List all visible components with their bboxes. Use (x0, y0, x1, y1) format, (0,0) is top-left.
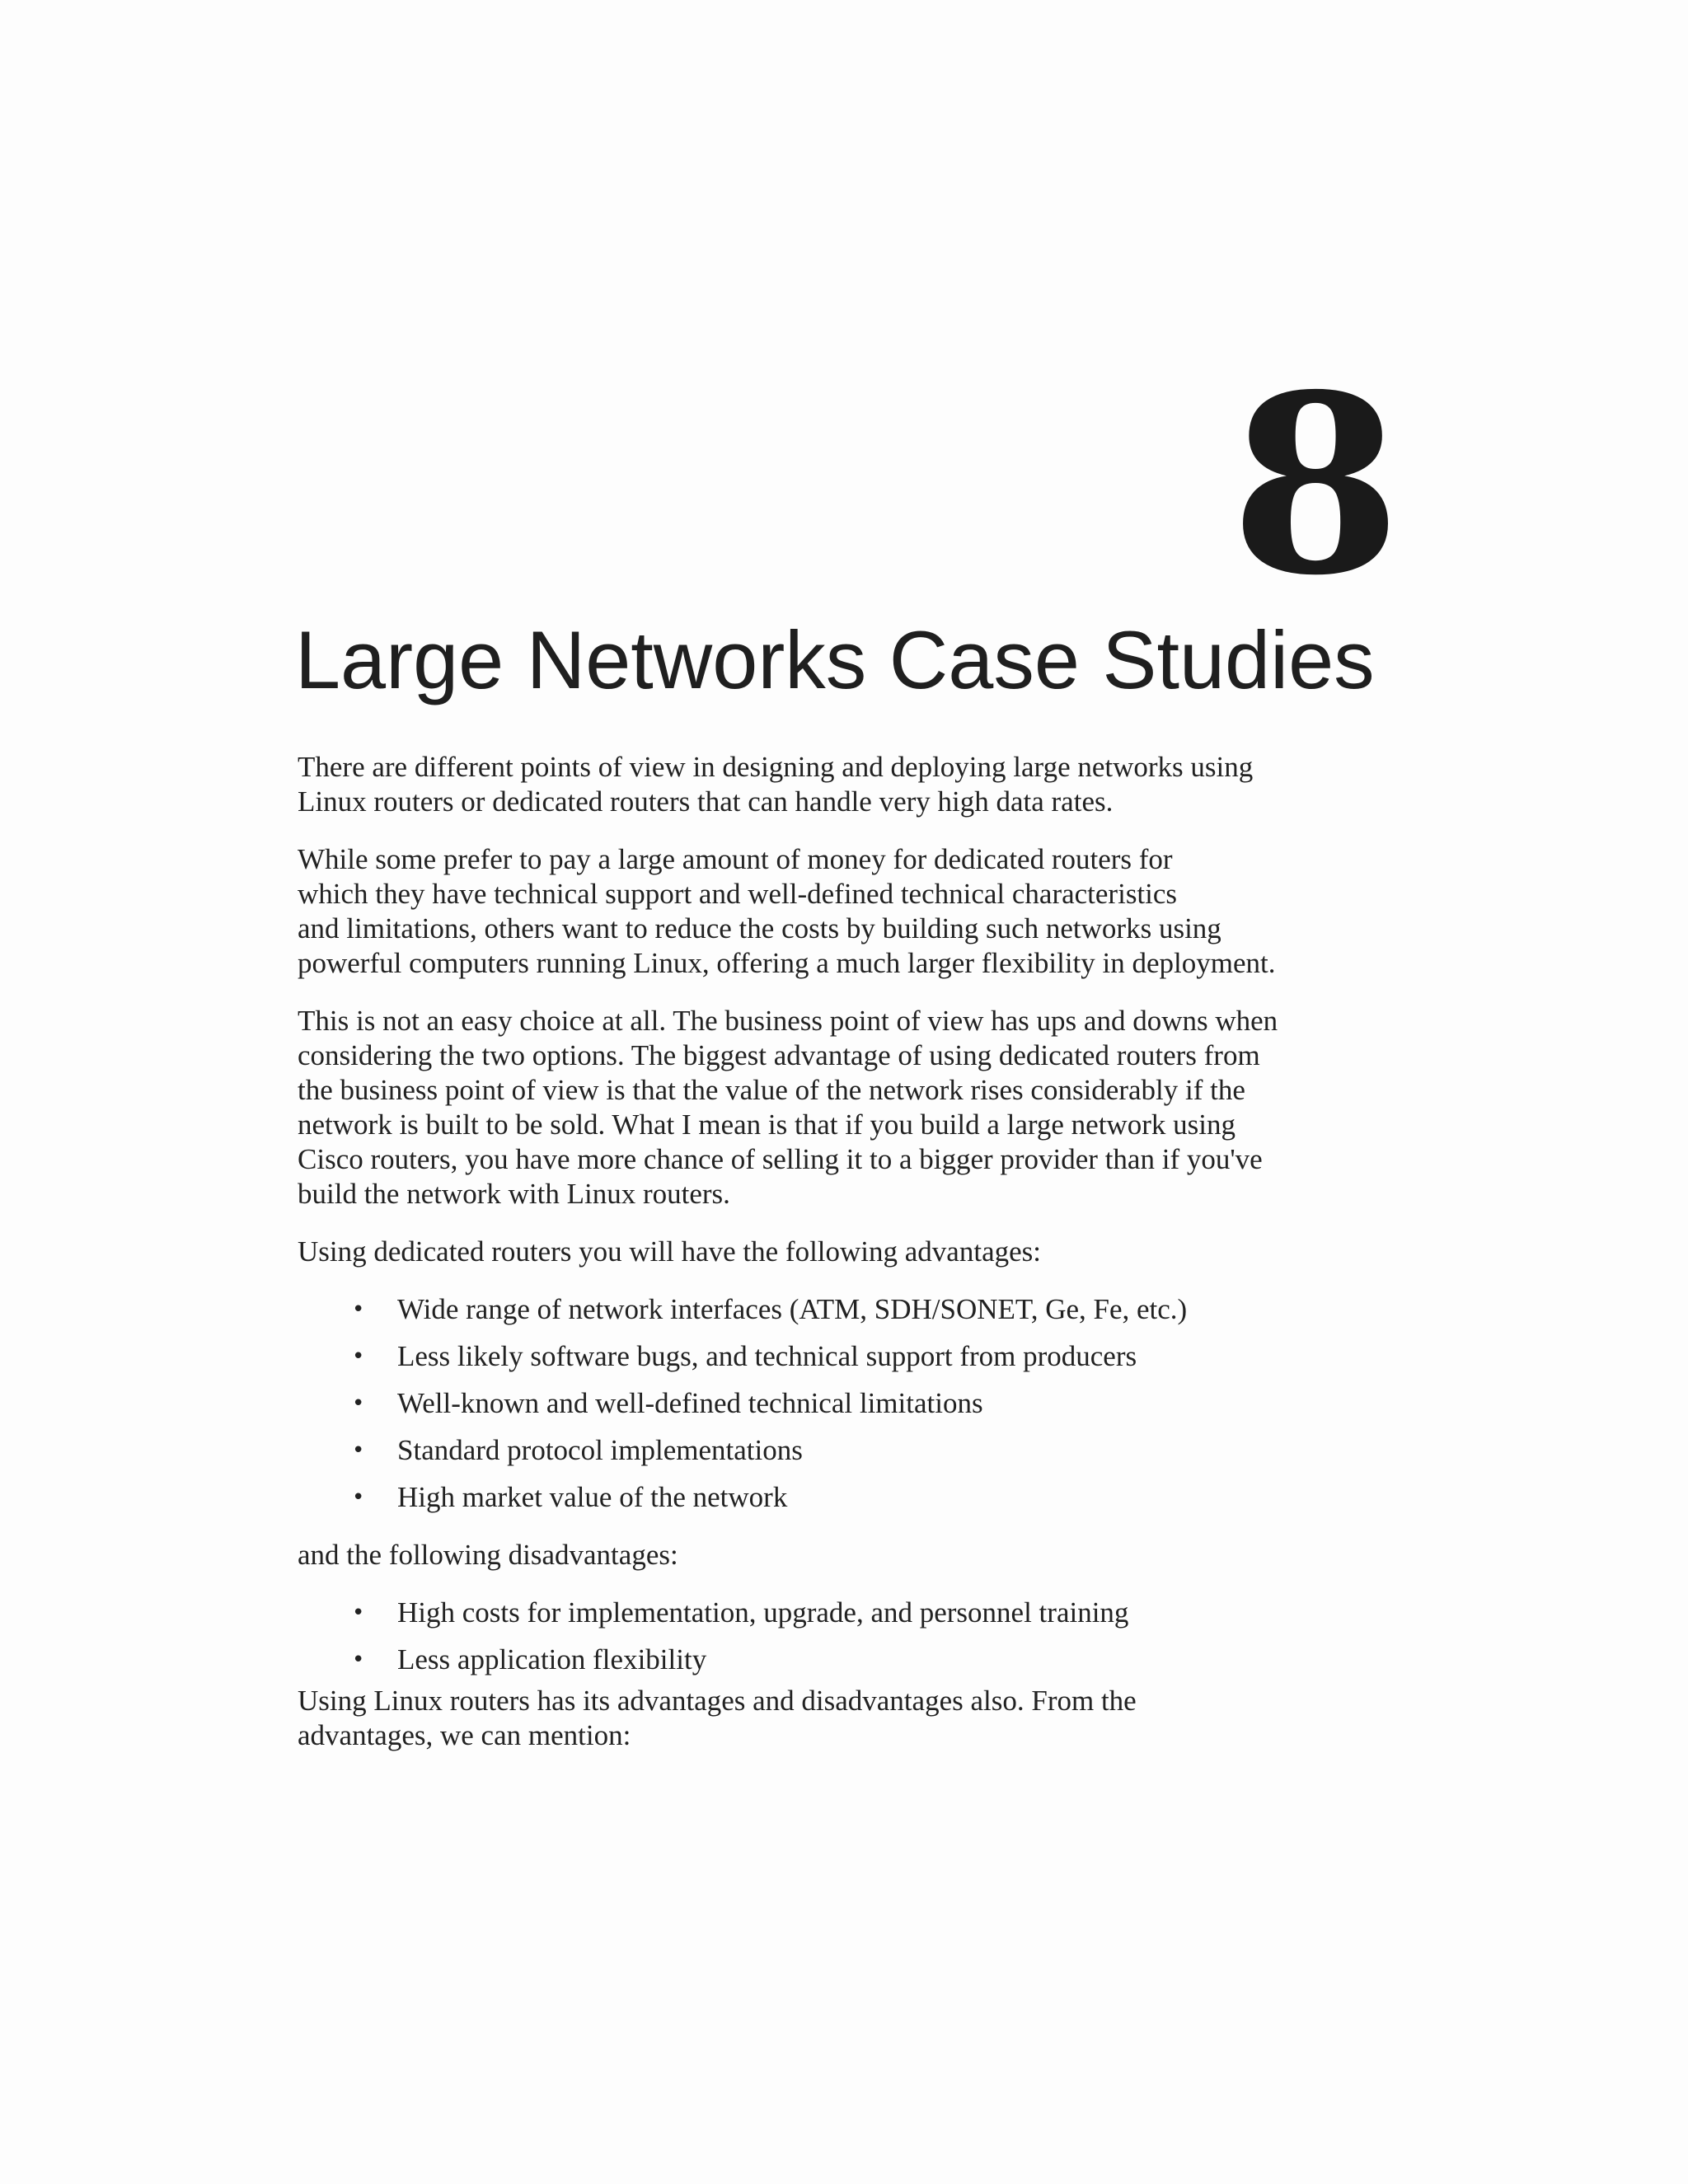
list-item (298, 1292, 1402, 1327)
paragraph-line: and limitations, others want to reduce the costs by building such networks using (298, 912, 1221, 944)
bullet-icon: • (352, 1297, 365, 1322)
list-item-text: Less application flexibility (397, 1643, 707, 1675)
paragraph-line: network is built to be sold. What I mean is that if you build a large network using (298, 1108, 1236, 1141)
paragraph-line: Cisco routers, you have more chance of selling it to a bigger provider than if you've (298, 1143, 1263, 1175)
paragraph-intro (298, 750, 1402, 819)
paragraph-line: the business point of view is that the value of the network rises considerably if the (298, 1074, 1245, 1106)
bullet-icon: • (352, 1344, 365, 1369)
paragraph-line: Using Linux routers has its advantages and disadvantages also. From the (298, 1685, 1137, 1717)
list-item-text: Standard protocol implementations (397, 1434, 803, 1466)
paragraph-advantages-intro (298, 1235, 1402, 1269)
list-item-text: Wide range of network interfaces (ATM, SDH/SONET, Ge, Fe, etc.) (397, 1293, 1188, 1325)
list-item (298, 1433, 1402, 1468)
list-item (298, 1643, 1402, 1677)
list-item (298, 1386, 1402, 1421)
paragraph-line: and the following disadvantages: (298, 1539, 678, 1571)
disadvantages-list (298, 1596, 1402, 1677)
chapter-body (298, 750, 1402, 1776)
chapter-title: Large Networks Case Studies (295, 614, 1375, 705)
bullet-icon: • (352, 1485, 365, 1510)
bullet-icon: • (352, 1647, 365, 1672)
bullet-icon: • (352, 1601, 365, 1625)
advantages-list (298, 1292, 1402, 1515)
paragraph-business-view (298, 1004, 1402, 1212)
paragraph-line: considering the two options. The biggest advantage of using dedicated routers from (298, 1039, 1260, 1071)
list-item-text: High costs for implementation, upgrade, and personnel training (397, 1596, 1129, 1629)
chapter-number: 8 (1230, 341, 1401, 630)
paragraph-line: There are different points of view in designing and deploying large networks using (298, 751, 1254, 783)
bullet-icon: • (352, 1391, 365, 1416)
bullet-icon: • (352, 1438, 365, 1463)
list-item-text: High market value of the network (397, 1481, 788, 1513)
list-item (298, 1480, 1402, 1515)
paragraph-line: build the network with Linux routers. (298, 1178, 730, 1210)
paragraph-disadvantages-intro (298, 1538, 1402, 1572)
paragraph-line: powerful computers running Linux, offering a much larger flexibility in deployment. (298, 947, 1276, 979)
list-item-text: Well-known and well-defined technical limitations (397, 1387, 983, 1419)
paragraph-line: Using dedicated routers you will have the following advantages: (298, 1235, 1041, 1268)
paragraph-line: This is not an easy choice at all. The business point of view has ups and downs when (298, 1005, 1278, 1037)
paragraph-linux-intro (298, 1684, 1402, 1753)
paragraph-line: Linux routers or dedicated routers that can handle very high data rates. (298, 785, 1114, 818)
paragraph-line: advantages, we can mention: (298, 1719, 631, 1751)
list-item (298, 1596, 1402, 1630)
paragraph-line: which they have technical support and well-defined technical characteristics (298, 878, 1178, 910)
list-item-text: Less likely software bugs, and technical support from producers (397, 1340, 1137, 1372)
paragraph-line: While some prefer to pay a large amount of money for dedicated routers for (298, 843, 1173, 875)
paragraph-cost-tradeoff (298, 842, 1402, 981)
list-item (298, 1339, 1402, 1374)
